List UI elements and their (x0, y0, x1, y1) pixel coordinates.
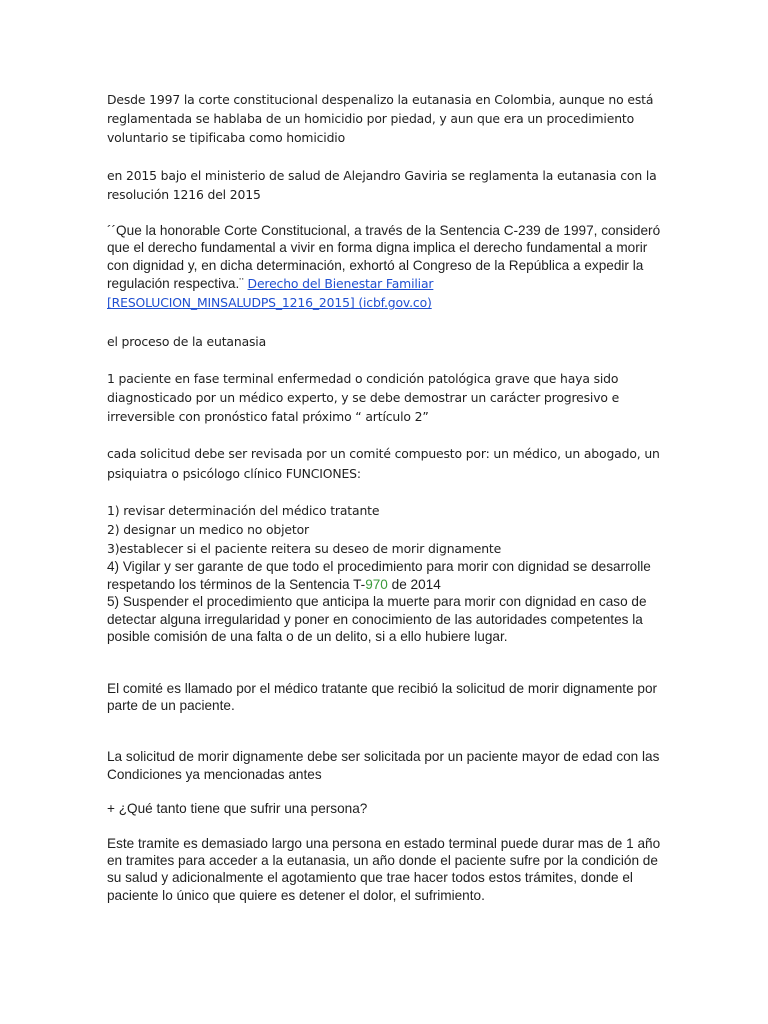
functions-list (107, 501, 667, 646)
paragraph-question: + ¿Qué tanto tiene que sufrir una persona? (107, 801, 368, 817)
list-item: 5) Suspender el procedimiento que anticipa la muerte para morir con dignidad en caso de detectar alguna irregularidad y poner en conocimiento de las autoridades competentes la posible comisión de una falta o de un delito, si a ello hubiere lugar. (107, 594, 647, 645)
paragraph-quote (107, 222, 667, 313)
item4-text: 4) Vigilar y ser garante de que todo el procedimiento para morir con dignidad se desarrolle respetando los términos de la Sentencia T- (107, 559, 651, 592)
item4-year: de 2014 (387, 576, 441, 592)
paragraph-request-adult: La solicitud de morir dignamente debe ser solicitada por un paciente mayor de edad con las Condiciones ya mencionadas antes (107, 749, 660, 782)
quote-text: ´´Que la honorable Corte Constitucional, a través de la Sentencia C-239 de 1997, consideró que el derecho fundamental a vivir en forma digna implica el derecho fundamental a morir con dignidad y, en dicha determinación, exhortó al Congreso de la República a expedir la regulación respectiva.¨ (107, 223, 661, 292)
paragraph-committee-called: El comité es llamado por el médico tratante que recibió la solicitud de morir dignamente por parte de un paciente. (107, 680, 658, 713)
paragraph-history: Desde 1997 la corte constitucional despenalizo la eutanasia en Colombia, aunque no está reglamentada se hablaba de un homicidio por piedad, y aun que era un procedimiento voluntario se tipificaba como homicidio (107, 92, 654, 146)
paragraph-committee: cada solicitud debe ser revisada por un comité compuesto por: un médico, un abogado, un psiquiatra o psicólogo clínico FUNCIONES: (107, 446, 660, 481)
paragraph-process-heading: el proceso de la eutanasia (107, 333, 267, 349)
list-item (107, 558, 667, 593)
icbf-link[interactable]: Derecho del Bienestar Familiar [RESOLUCION_MINSALUDPS_1216_2015] (icbf.gov.co) (107, 276, 434, 311)
document-page (107, 90, 667, 904)
list-item: 1) revisar determinación del médico tratante (107, 502, 380, 518)
sentence-number: 970 (365, 576, 388, 592)
paragraph-resolution: en 2015 bajo el ministerio de salud de Alejandro Gaviria se reglamenta la eutanasia con la resolución 1216 del 2015 (107, 167, 657, 202)
paragraph-procedure-length: Este tramite es demasiado largo una persona en estado terminal puede durar mas de 1 año en tramites para acceder a la eutanasia, un año donde el paciente sufre por la condición de su salud y adicionalmente el agotamiento que trae hacer todos estos trámites, donde el paciente lo único que quiere es detener el dolor, el sufrimiento. (107, 835, 661, 903)
paragraph-requirement: 1 paciente en fase terminal enfermedad o condición patológica grave que haya sido diagnosticado por un médico experto, y se debe demostrar un carácter progresivo e irreversible con pronóstico fatal próximo “ artículo 2” (107, 370, 620, 425)
list-item: 3)establecer si el paciente reitera su deseo de morir dignamente (107, 541, 502, 557)
list-item: 2) designar un medico no objetor (107, 522, 309, 538)
